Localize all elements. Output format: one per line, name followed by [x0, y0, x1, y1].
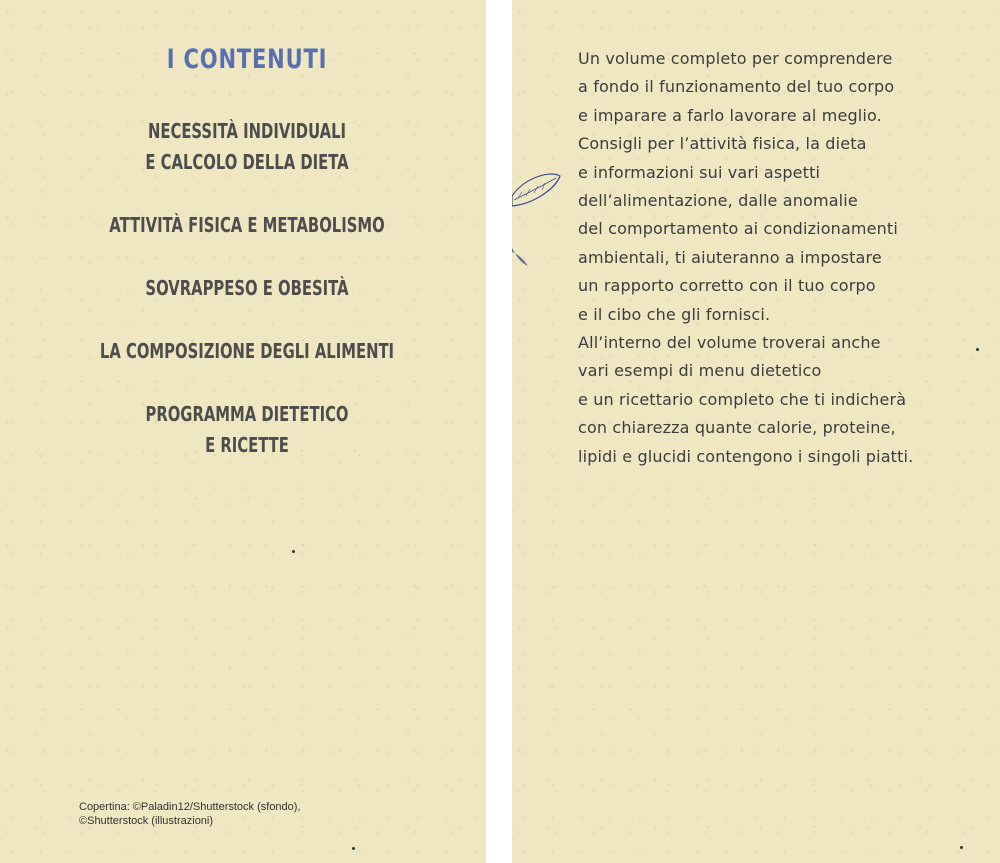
- blurb-line: e imparare a farlo lavorare al meglio.: [578, 105, 882, 125]
- credits-line: Copertina: ©Paladin12/Shutterstock (sfondo),: [79, 801, 301, 813]
- blurb-line: con chiarezza quante calorie, proteine,: [578, 418, 896, 438]
- paper-speck: [292, 550, 295, 553]
- toc-item-line: LA COMPOSIZIONE DEGLI ALIMENTI: [99, 339, 395, 363]
- toc-item: [64, 399, 430, 461]
- blurb-line: del comportamento ai condizionamenti: [578, 219, 898, 239]
- blurb-line: All’interno del volume troverai anche: [578, 333, 881, 353]
- page-gutter: [486, 0, 512, 863]
- toc-title: I CONTENUTI: [166, 44, 328, 75]
- toc-item-line: ATTIVITÀ FISICA E METABOLISMO: [109, 213, 385, 237]
- toc-item: [64, 210, 430, 241]
- leaf-sketch-icon: [512, 168, 572, 278]
- blurb-line: ambientali, ti aiuteranno a impostare: [578, 247, 882, 267]
- toc-item-line: E RICETTE: [205, 433, 289, 457]
- blurb-line: lipidi e glucidi contengono i singoli piatti.: [578, 446, 914, 466]
- toc-item: [64, 336, 430, 367]
- toc-item-line: PROGRAMMA DIETETICO: [145, 402, 349, 426]
- paper-speck: [352, 847, 355, 850]
- right-page: [512, 0, 1000, 863]
- paper-speck: [960, 846, 963, 849]
- toc-list: [0, 116, 486, 493]
- blurb-line: e il cibo che gli fornisci.: [578, 304, 771, 324]
- paper-speck: [976, 348, 979, 351]
- blurb-line: Un volume completo per comprendere: [578, 49, 893, 68]
- blurb-line: e informazioni sui vari aspetti: [578, 162, 821, 182]
- toc-item: [64, 116, 430, 178]
- blurb-line: un rapporto corretto con il tuo corpo: [578, 276, 876, 296]
- blurb-line: dell’alimentazione, dalle anomalie: [578, 191, 858, 211]
- toc-item-line: E CALCOLO DELLA DIETA: [145, 150, 349, 174]
- blurb-line: vari esempi di menu dietetico: [578, 361, 822, 381]
- credits-line: ©Shutterstock (illustrazioni): [79, 815, 214, 827]
- image-credits: [79, 800, 301, 828]
- blurb-line: Consigli per l’attività fisica, la dieta: [578, 134, 867, 154]
- blurb-line: a fondo il funzionamento del tuo corpo: [578, 77, 895, 97]
- back-cover-blurb: [578, 45, 998, 471]
- toc-item-line: SOVRAPPESO E OBESITÀ: [145, 276, 349, 300]
- toc-item: [64, 273, 430, 304]
- blurb-line: e un ricettario completo che ti indicherà: [578, 389, 907, 409]
- left-page: [0, 0, 486, 863]
- toc-item-line: NECESSITÀ INDIVIDUALI: [147, 119, 347, 143]
